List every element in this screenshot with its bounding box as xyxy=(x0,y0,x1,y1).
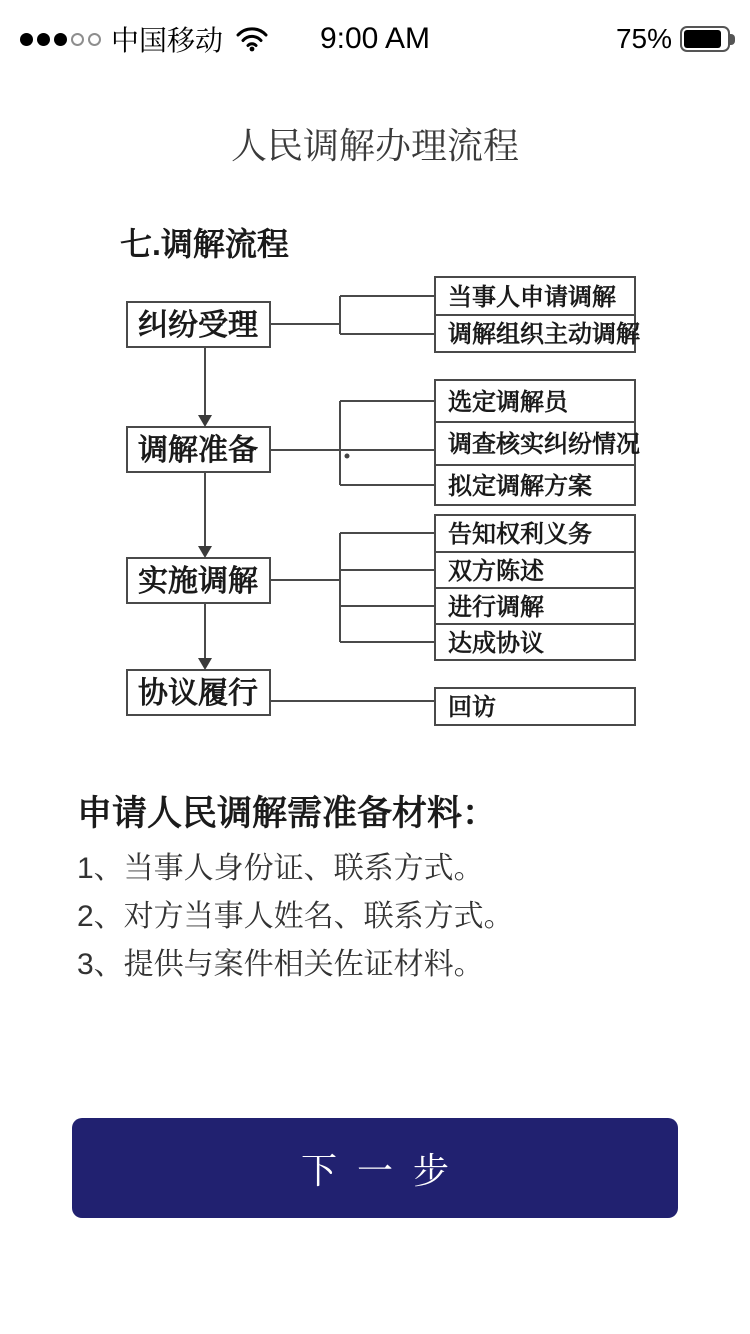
carrier-label: 中国移动 xyxy=(111,25,224,56)
flow-arrowhead xyxy=(198,546,212,558)
materials-item-1: 1、当事人身份证、联系方式。 xyxy=(77,852,484,885)
status-bar xyxy=(0,0,750,72)
battery-icon xyxy=(680,26,730,52)
battery-percent: 75% xyxy=(615,23,672,54)
materials-section xyxy=(77,793,697,995)
status-bar-right xyxy=(616,23,730,55)
signal-dot xyxy=(88,33,101,46)
signal-dot xyxy=(54,33,67,46)
flow-branch-label: 拟定调解方案 xyxy=(448,473,592,500)
flow-branch-label: 调查核实纠纷情况 xyxy=(448,431,640,458)
stray-dot xyxy=(345,454,350,459)
materials-item-3: 3、提供与案件相关佐证材料。 xyxy=(77,948,484,981)
flow-arrowhead xyxy=(198,658,212,670)
flow-branch-label: 告知权利义务 xyxy=(448,521,592,548)
status-bar-left xyxy=(20,19,269,59)
flow-step-label-2: 调解准备 xyxy=(138,434,258,467)
mediation-flowchart xyxy=(0,210,750,740)
flowchart-heading: 七.调解流程 xyxy=(120,226,289,262)
signal-dot xyxy=(20,33,33,46)
flowchart-canvas xyxy=(0,210,750,740)
flow-branch-label: 当事人申请调解 xyxy=(448,284,616,311)
materials-heading: 申请人民调解需准备材料： xyxy=(77,794,498,833)
signal-dot xyxy=(37,33,50,46)
flow-step-label-4: 协议履行 xyxy=(138,677,258,710)
page-title: 人民调解办理流程 xyxy=(230,125,519,166)
flow-branch-label: 回访 xyxy=(448,694,496,721)
flow-branch-label: 达成协议 xyxy=(448,630,544,657)
flow-step-label-3: 实施调解 xyxy=(138,565,258,598)
materials-item-2: 2、对方当事人姓名、联系方式。 xyxy=(77,900,514,933)
flow-branch-label: 双方陈述 xyxy=(448,558,544,585)
flow-arrowhead xyxy=(198,415,212,427)
clock: 9:00 AM xyxy=(319,22,431,55)
signal-dot xyxy=(71,33,84,46)
flow-step-label-1: 纠纷受理 xyxy=(138,309,258,342)
next-step-button[interactable]: 下一步 xyxy=(72,1118,678,1218)
flow-branch-label: 进行调解 xyxy=(448,594,544,621)
battery-fill xyxy=(684,30,721,48)
flow-branch-label: 选定调解员 xyxy=(448,389,568,416)
wifi-icon xyxy=(235,26,269,52)
flow-branch-label: 调解组织主动调解 xyxy=(448,321,640,348)
battery-nub xyxy=(730,34,735,45)
signal-strength-icon xyxy=(20,33,101,46)
